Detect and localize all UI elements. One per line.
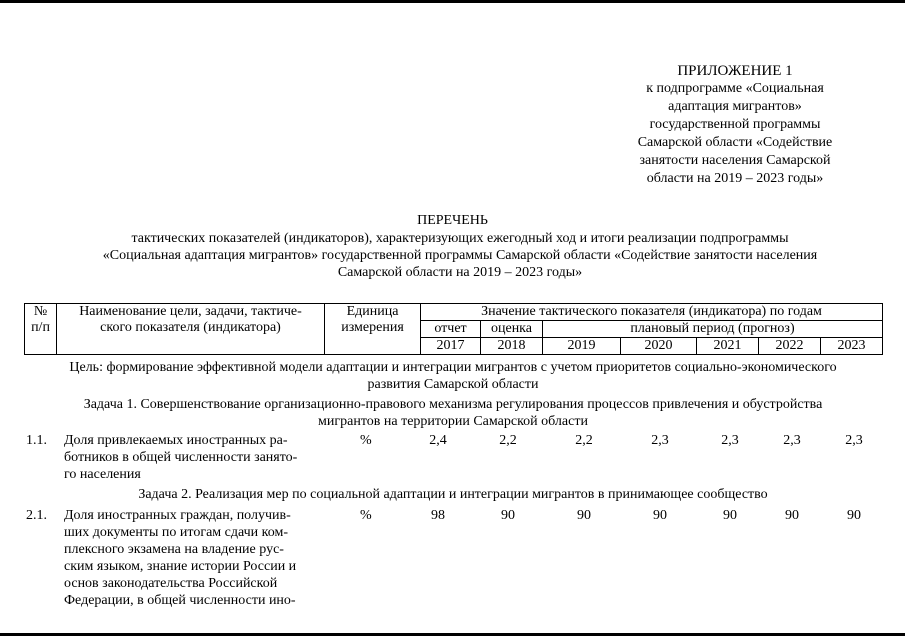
row-name	[64, 507, 324, 609]
header-num	[25, 304, 57, 355]
header-unit	[325, 304, 421, 355]
list-subtitle-line: Самарской области на 2019 – 2023 годы»	[337, 265, 583, 280]
row-name-line: ботников в общей численности занято-	[64, 450, 298, 465]
row-value: 90	[723, 508, 737, 523]
row-num: 1.1.	[26, 433, 47, 448]
row-value: 2,3	[845, 433, 863, 448]
header-num-line1: №	[33, 304, 48, 319]
header-year: 2018	[481, 338, 543, 355]
task-line: Задача 2. Реализация мер по социальной адаптации и интеграции мигрантов в принимающее сообщество	[138, 487, 768, 502]
header-num-line2: п/п	[31, 320, 50, 335]
list-title: ПЕРЕЧЕНЬ	[417, 213, 488, 228]
row-name-line: Доля привлекаемых иностранных ра-	[64, 433, 288, 448]
table-row	[24, 507, 882, 609]
row-name-line: Федерации, в общей численности ино-	[64, 593, 296, 608]
row-value: 90	[577, 508, 591, 523]
header-year: 2022	[759, 338, 821, 355]
row-name-line: плексного экзамена на владение рус-	[64, 542, 284, 557]
header-year: 2021	[697, 338, 759, 355]
row-value: 2,4	[429, 433, 447, 448]
task-1-heading	[24, 393, 882, 430]
row-value: 90	[847, 508, 861, 523]
header-values-title: Значение тактического показателя (индикатора) по годам	[421, 304, 883, 321]
row-name-line: ским языком, знание истории России и	[64, 559, 297, 574]
top-edge	[0, 0, 905, 3]
row-num: 2.1.	[26, 508, 47, 523]
appendix-block	[600, 62, 870, 188]
row-unit: %	[360, 433, 372, 448]
row-value: 98	[431, 508, 445, 523]
task-2-heading	[24, 483, 882, 503]
row-name-line: го населения	[64, 467, 141, 482]
row-value: 90	[501, 508, 515, 523]
header-name	[57, 304, 325, 355]
list-subtitle-line: «Социальная адаптация мигрантов» государственной программы Самарской области «Содействие занятости населения	[102, 248, 818, 263]
appendix-line: занятости населения Самарской	[639, 153, 831, 168]
row-name-line: основ законодательства Российской	[64, 576, 278, 591]
goal-heading	[24, 357, 882, 393]
row-value: 90	[653, 508, 667, 523]
list-subtitle-line: тактических показателей (индикаторов), характеризующих ежегодный ход и итоги реализации подпрограммы	[131, 231, 789, 246]
header-year: 2019	[543, 338, 621, 355]
appendix-line: адаптация мигрантов»	[668, 99, 802, 114]
header-estimate: оценка	[481, 321, 543, 338]
appendix-line: к подпрограмме «Социальная	[646, 81, 824, 96]
goal-line: Цель: формирование эффективной модели адаптации и интеграции мигрантов с учетом приоритетов социально-экономического	[69, 360, 837, 375]
row-value: 2,3	[651, 433, 669, 448]
header-year: 2020	[621, 338, 697, 355]
row-value: 90	[785, 508, 799, 523]
appendix-line: области на 2019 – 2023 годы»	[646, 171, 824, 186]
header-unit-line2: измерения	[341, 320, 404, 335]
appendix-title: ПРИЛОЖЕНИЕ 1	[677, 63, 793, 79]
list-subtitle	[60, 230, 860, 281]
header-plan: плановый период (прогноз)	[543, 321, 883, 338]
header-name-line2: ского показателя (индикатора)	[100, 320, 281, 335]
goal-line: развития Самарской области	[367, 377, 539, 392]
appendix-line: государственной программы	[649, 117, 821, 132]
row-value: 2,2	[499, 433, 517, 448]
header-unit-line1: Единица	[346, 304, 399, 319]
header-year: 2017	[421, 338, 481, 355]
task-line: мигрантов на территории Самарской области	[318, 414, 588, 429]
table-row	[24, 432, 882, 483]
header-name-line1: Наименование цели, задачи, тактиче-	[79, 304, 302, 319]
row-value: 2,3	[783, 433, 801, 448]
row-name-line: Доля иностранных граждан, получив-	[64, 508, 291, 523]
header-report: отчет	[421, 321, 481, 338]
row-name	[64, 432, 324, 483]
table-body	[24, 357, 882, 609]
row-value: 2,2	[575, 433, 593, 448]
row-name-line: ших документы по итогам сдачи ком-	[64, 525, 289, 540]
task-line: Задача 1. Совершенствование организационно-правового механизма регулирования процессов привлечения и обустройства	[83, 397, 823, 412]
appendix-line: Самарской области «Содействие	[637, 135, 833, 150]
row-unit: %	[360, 508, 372, 523]
row-value: 2,3	[721, 433, 739, 448]
header-year: 2023	[821, 338, 883, 355]
indicators-table-header	[24, 303, 883, 355]
bottom-edge	[0, 633, 905, 636]
